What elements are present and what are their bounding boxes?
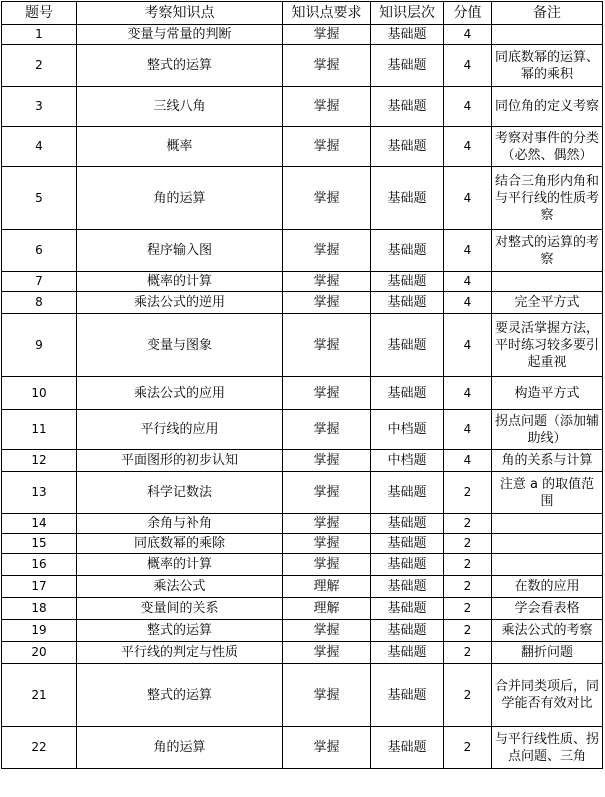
cell-requirement: 掌握 xyxy=(283,127,371,167)
cell-topic: 平行线的应用 xyxy=(77,410,283,450)
cell-topic: 余角与补角 xyxy=(77,514,283,534)
cell-score: 4 xyxy=(444,230,492,272)
cell-question-no: 18 xyxy=(2,598,77,620)
cell-note: 考察对事件的分类（必然、偶然） xyxy=(492,127,603,167)
cell-topic: 整式的运算 xyxy=(77,664,283,727)
cell-level: 基础题 xyxy=(371,727,444,769)
cell-score: 2 xyxy=(444,472,492,514)
cell-level: 基础题 xyxy=(371,598,444,620)
table-row xyxy=(2,472,603,514)
cell-note: 与平行线性质、拐点问题、三角 xyxy=(492,727,603,769)
table-row xyxy=(2,45,603,87)
cell-requirement: 掌握 xyxy=(283,45,371,87)
header-question-no: 题号 xyxy=(2,2,77,25)
cell-topic: 变量与图象 xyxy=(77,314,283,377)
header-note: 备注 xyxy=(492,2,603,25)
cell-level: 基础题 xyxy=(371,514,444,534)
table-row xyxy=(2,314,603,377)
cell-requirement: 掌握 xyxy=(283,534,371,554)
header-row xyxy=(2,2,603,25)
cell-score: 4 xyxy=(444,127,492,167)
cell-requirement: 掌握 xyxy=(283,272,371,292)
cell-question-no: 1 xyxy=(2,25,77,45)
cell-note: 注意 a 的取值范围 xyxy=(492,472,603,514)
cell-note: 学会看表格 xyxy=(492,598,603,620)
cell-note: 在数的应用 xyxy=(492,576,603,598)
cell-topic: 乘法公式的逆用 xyxy=(77,292,283,314)
table-row xyxy=(2,377,603,410)
cell-note: 角的关系与计算 xyxy=(492,450,603,472)
cell-requirement: 掌握 xyxy=(283,472,371,514)
cell-score: 2 xyxy=(444,642,492,664)
cell-note: 要灵活掌握方法，平时练习较多要引起重视 xyxy=(492,314,603,377)
cell-topic: 变量与常量的判断 xyxy=(77,25,283,45)
cell-question-no: 3 xyxy=(2,87,77,127)
cell-question-no: 17 xyxy=(2,576,77,598)
cell-score: 2 xyxy=(444,514,492,534)
cell-requirement: 掌握 xyxy=(283,377,371,410)
cell-topic: 三线八角 xyxy=(77,87,283,127)
cell-note: 完全平方式 xyxy=(492,292,603,314)
cell-requirement: 掌握 xyxy=(283,292,371,314)
cell-requirement: 掌握 xyxy=(283,230,371,272)
cell-level: 基础题 xyxy=(371,272,444,292)
cell-question-no: 20 xyxy=(2,642,77,664)
cell-level: 基础题 xyxy=(371,292,444,314)
cell-question-no: 4 xyxy=(2,127,77,167)
cell-score: 2 xyxy=(444,554,492,576)
cell-requirement: 掌握 xyxy=(283,314,371,377)
cell-topic: 概率 xyxy=(77,127,283,167)
cell-topic: 乘法公式的应用 xyxy=(77,377,283,410)
cell-level: 基础题 xyxy=(371,576,444,598)
cell-note: 翻折问题 xyxy=(492,642,603,664)
cell-question-no: 22 xyxy=(2,727,77,769)
cell-level: 中档题 xyxy=(371,410,444,450)
cell-level: 基础题 xyxy=(371,87,444,127)
cell-question-no: 21 xyxy=(2,664,77,727)
cell-level: 基础题 xyxy=(371,664,444,727)
cell-level: 中档题 xyxy=(371,450,444,472)
cell-topic: 同底数幂的乘除 xyxy=(77,534,283,554)
cell-topic: 整式的运算 xyxy=(77,45,283,87)
cell-score: 4 xyxy=(444,272,492,292)
cell-score: 4 xyxy=(444,45,492,87)
cell-requirement: 掌握 xyxy=(283,410,371,450)
table-row xyxy=(2,87,603,127)
cell-question-no: 16 xyxy=(2,554,77,576)
cell-question-no: 9 xyxy=(2,314,77,377)
cell-note xyxy=(492,272,603,292)
header-level: 知识层次 xyxy=(371,2,444,25)
cell-note xyxy=(492,514,603,534)
cell-level: 基础题 xyxy=(371,127,444,167)
table-row xyxy=(2,554,603,576)
cell-question-no: 10 xyxy=(2,377,77,410)
cell-score: 4 xyxy=(444,25,492,45)
table-row xyxy=(2,272,603,292)
cell-score: 2 xyxy=(444,576,492,598)
cell-requirement: 理解 xyxy=(283,576,371,598)
cell-requirement: 理解 xyxy=(283,598,371,620)
table-row xyxy=(2,598,603,620)
cell-question-no: 2 xyxy=(2,45,77,87)
table-row xyxy=(2,127,603,167)
table-row xyxy=(2,25,603,45)
cell-requirement: 掌握 xyxy=(283,620,371,642)
cell-topic: 乘法公式 xyxy=(77,576,283,598)
cell-topic: 变量间的关系 xyxy=(77,598,283,620)
cell-note: 合并同类项后，同学能否有效对比 xyxy=(492,664,603,727)
cell-note: 构造平方式 xyxy=(492,377,603,410)
cell-note xyxy=(492,25,603,45)
header-requirement: 知识点要求 xyxy=(283,2,371,25)
cell-score: 2 xyxy=(444,727,492,769)
cell-question-no: 7 xyxy=(2,272,77,292)
cell-question-no: 11 xyxy=(2,410,77,450)
table-row xyxy=(2,230,603,272)
cell-note: 同底数幂的运算、幂的乘积 xyxy=(492,45,603,87)
table-row xyxy=(2,410,603,450)
cell-requirement: 掌握 xyxy=(283,514,371,534)
cell-note: 拐点问题（添加辅助线） xyxy=(492,410,603,450)
cell-requirement: 掌握 xyxy=(283,450,371,472)
cell-requirement: 掌握 xyxy=(283,642,371,664)
cell-level: 基础题 xyxy=(371,472,444,514)
cell-level: 基础题 xyxy=(371,642,444,664)
cell-level: 基础题 xyxy=(371,25,444,45)
table-row xyxy=(2,620,603,642)
cell-topic: 概率的计算 xyxy=(77,272,283,292)
cell-score: 4 xyxy=(444,167,492,230)
cell-question-no: 12 xyxy=(2,450,77,472)
cell-question-no: 13 xyxy=(2,472,77,514)
cell-score: 4 xyxy=(444,314,492,377)
cell-topic: 角的运算 xyxy=(77,727,283,769)
cell-note: 同位角的定义考察 xyxy=(492,87,603,127)
cell-score: 2 xyxy=(444,534,492,554)
table-row xyxy=(2,292,603,314)
cell-score: 2 xyxy=(444,664,492,727)
cell-level: 基础题 xyxy=(371,230,444,272)
cell-score: 4 xyxy=(444,87,492,127)
table-row xyxy=(2,167,603,230)
cell-score: 4 xyxy=(444,410,492,450)
header-score: 分值 xyxy=(444,2,492,25)
cell-topic: 角的运算 xyxy=(77,167,283,230)
cell-requirement: 掌握 xyxy=(283,664,371,727)
cell-score: 2 xyxy=(444,598,492,620)
table-row xyxy=(2,576,603,598)
cell-level: 基础题 xyxy=(371,314,444,377)
cell-requirement: 掌握 xyxy=(283,167,371,230)
cell-note: 对整式的运算的考察 xyxy=(492,230,603,272)
cell-level: 基础题 xyxy=(371,45,444,87)
cell-question-no: 8 xyxy=(2,292,77,314)
header-topic: 考察知识点 xyxy=(77,2,283,25)
cell-level: 基础题 xyxy=(371,377,444,410)
cell-note: 结合三角形内角和与平行线的性质考察 xyxy=(492,167,603,230)
cell-requirement: 掌握 xyxy=(283,554,371,576)
cell-question-no: 6 xyxy=(2,230,77,272)
cell-score: 4 xyxy=(444,292,492,314)
table-row xyxy=(2,514,603,534)
cell-level: 基础题 xyxy=(371,167,444,230)
cell-level: 基础题 xyxy=(371,554,444,576)
cell-question-no: 15 xyxy=(2,534,77,554)
cell-topic: 程序输入图 xyxy=(77,230,283,272)
cell-question-no: 5 xyxy=(2,167,77,230)
cell-note xyxy=(492,534,603,554)
cell-topic: 整式的运算 xyxy=(77,620,283,642)
table-row xyxy=(2,450,603,472)
cell-topic: 概率的计算 xyxy=(77,554,283,576)
cell-requirement: 掌握 xyxy=(283,87,371,127)
table-row xyxy=(2,642,603,664)
cell-question-no: 14 xyxy=(2,514,77,534)
cell-level: 基础题 xyxy=(371,534,444,554)
cell-requirement: 掌握 xyxy=(283,25,371,45)
cell-question-no: 19 xyxy=(2,620,77,642)
cell-requirement: 掌握 xyxy=(283,727,371,769)
cell-score: 4 xyxy=(444,377,492,410)
exam-analysis-table xyxy=(1,1,603,769)
cell-score: 4 xyxy=(444,450,492,472)
cell-score: 2 xyxy=(444,620,492,642)
table-row xyxy=(2,727,603,769)
table-row xyxy=(2,664,603,727)
cell-topic: 平面图形的初步认知 xyxy=(77,450,283,472)
cell-note: 乘法公式的考察 xyxy=(492,620,603,642)
cell-level: 基础题 xyxy=(371,620,444,642)
cell-topic: 平行线的判定与性质 xyxy=(77,642,283,664)
table-row xyxy=(2,534,603,554)
cell-topic: 科学记数法 xyxy=(77,472,283,514)
cell-note xyxy=(492,554,603,576)
